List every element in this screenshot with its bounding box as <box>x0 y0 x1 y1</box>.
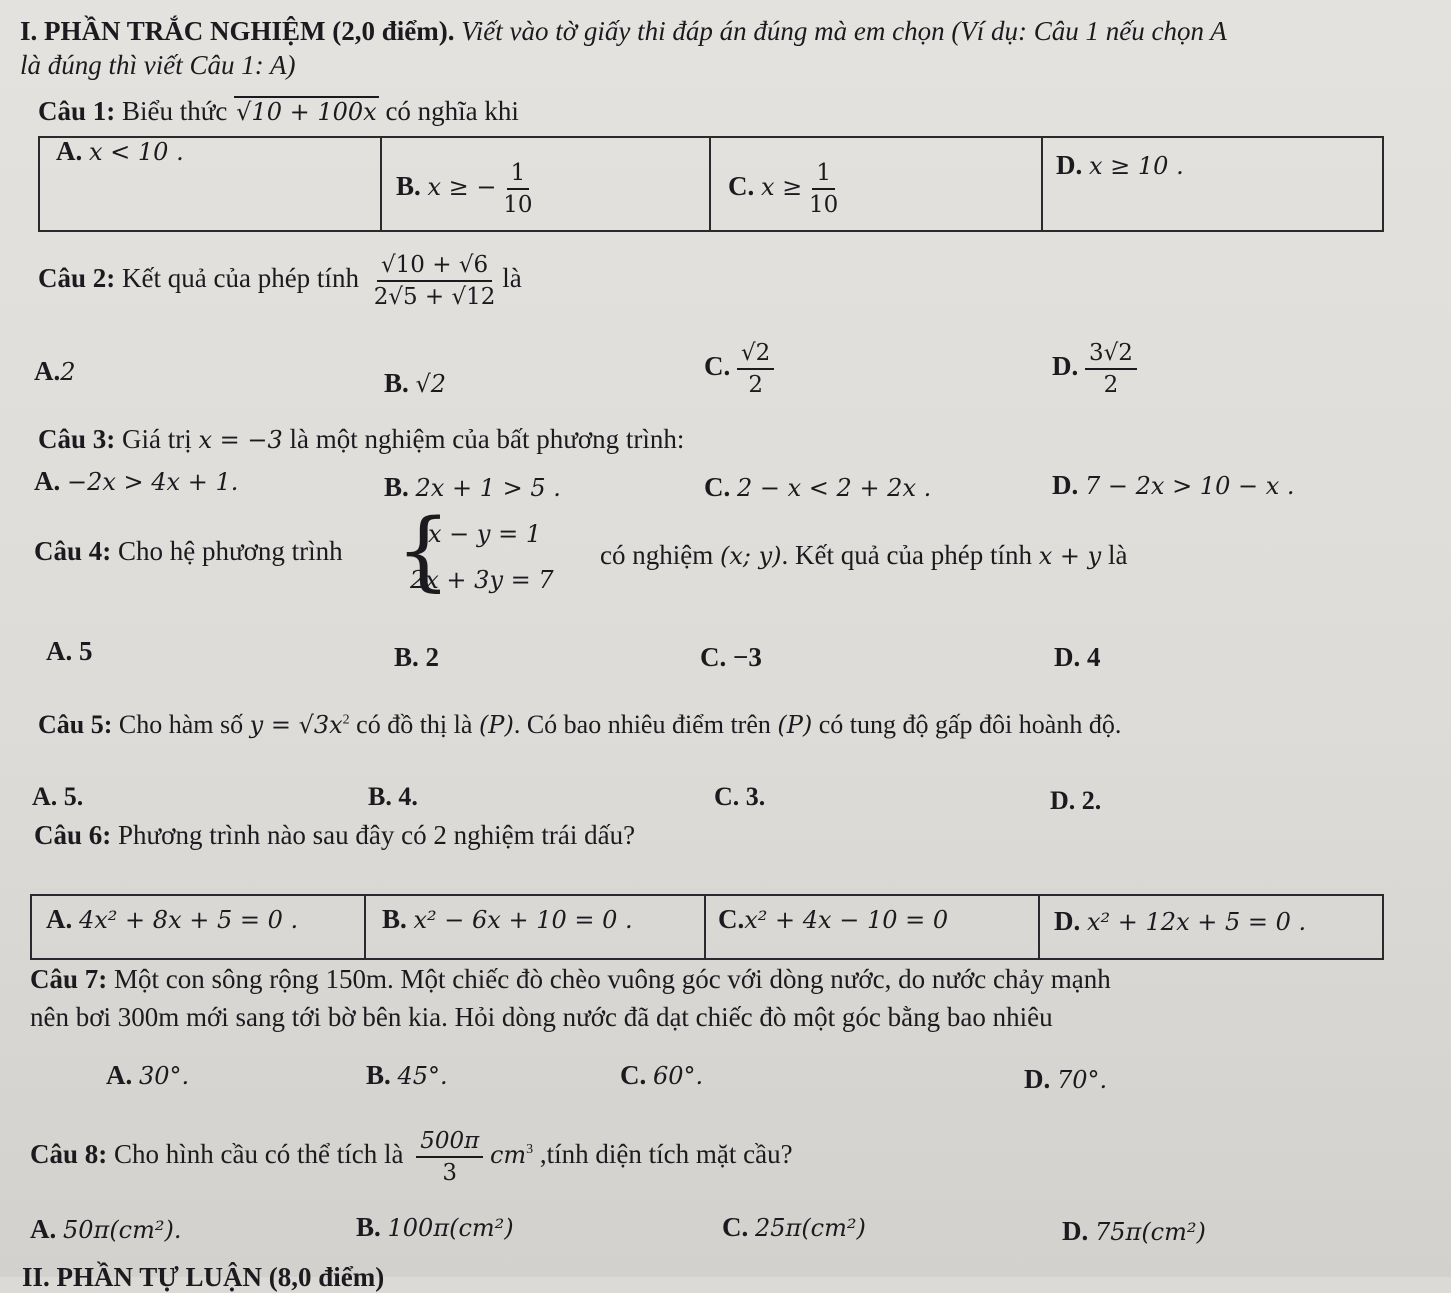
option-letter: D. <box>1062 1216 1089 1246</box>
question-6-option-d <box>1054 906 1306 937</box>
table-divider <box>1038 894 1040 958</box>
option-letter: B. <box>396 171 421 202</box>
option-letter: B. <box>356 1212 381 1242</box>
option-value: 70°. <box>1057 1066 1108 1094</box>
question-7-option-a <box>106 1060 189 1091</box>
question-4-solution: (x; y) <box>719 542 782 570</box>
question-8-option-b <box>356 1212 514 1243</box>
question-5-text-a: Cho hàm số <box>118 710 244 739</box>
option-letter: D. <box>1052 470 1079 500</box>
question-7-text-2: nên bơi 300m mới sang tới bờ bên kia. Hỏi dòng nước đã dạt chiếc đò một góc bằng bao nhiêu <box>30 1002 1053 1032</box>
question-7-option-c <box>620 1060 703 1091</box>
question-3-stem <box>38 424 684 455</box>
option-letter: C. <box>620 1060 647 1090</box>
question-5-expression: y = √3x <box>249 711 343 739</box>
question-1-text-a: Biểu thức <box>122 96 228 126</box>
question-5-option-b: B. 4. <box>368 782 418 811</box>
table-divider <box>1041 136 1043 232</box>
question-4-text-b: có nghiệm <box>600 540 714 570</box>
question-6-option-b <box>382 904 633 935</box>
option-value: 100π(cm²) <box>387 1214 514 1242</box>
option-letter: D. <box>1054 906 1081 936</box>
fraction-numerator: 3√2 <box>1085 340 1137 370</box>
fraction-denominator: 2√5 + √12 <box>373 284 496 310</box>
question-5-graph-name: (P) <box>777 711 813 739</box>
option-value: 7 − 2x > 10 − x . <box>1085 472 1295 500</box>
question-1-option-b <box>396 160 533 218</box>
option-value: 25π(cm²) <box>755 1214 866 1242</box>
question-3-option-a <box>34 466 238 497</box>
option-letter: B. <box>384 472 409 502</box>
system-equation-1: x − y = 1 <box>428 520 542 548</box>
question-1-option-d <box>1056 150 1184 181</box>
option-value: 50π(cm²). <box>63 1216 182 1244</box>
question-2-option-c <box>704 340 774 398</box>
question-1-label: Câu 1: <box>38 96 116 126</box>
question-6-option-c <box>718 904 948 935</box>
question-6-text: Phương trình nào sau đây có 2 nghiệm trái dấu? <box>118 820 636 850</box>
question-8-stem <box>30 1128 793 1186</box>
option-letter: A. <box>34 466 61 496</box>
question-5-option-d: D. 2. <box>1050 786 1102 815</box>
question-6-stem <box>34 820 635 851</box>
option-letter: C. <box>704 472 731 502</box>
option-letter: A. <box>106 1060 133 1090</box>
question-7-label: Câu 7: <box>30 964 108 994</box>
section-2-title: II. PHẦN TỰ LUẬN (8,0 điểm) <box>22 1262 385 1292</box>
question-7-option-b <box>366 1060 448 1091</box>
option-letter: A. <box>46 904 73 934</box>
section-1-title: I. PHẦN TRẮC NGHIỆM (2,0 điểm). <box>20 16 455 46</box>
question-5-stem: Câu 5: Cho hàm số $y = √3x^2$ có đồ thị là (P). Có bao nhiêu điểm trên (P) có tung độ gấp đôi hoành độ. <box>38 710 1122 739</box>
question-3-expression: x = −3 <box>198 426 283 454</box>
option-letter: A. <box>56 136 83 166</box>
option-value: x² + 4x − 10 = 0 <box>744 906 949 934</box>
question-4-option-d: D. 4 <box>1054 642 1101 672</box>
fraction-denominator: 2 <box>1103 372 1119 398</box>
option-value: 75π(cm²) <box>1095 1218 1206 1246</box>
question-3-text-b: là một nghiệm của bất phương trình: <box>289 424 685 454</box>
question-8-option-a <box>30 1214 182 1245</box>
question-1-stem <box>38 96 519 127</box>
question-3-option-b <box>384 472 561 503</box>
question-2-label: Câu 2: <box>38 263 116 294</box>
fraction-denominator: 10 <box>503 192 533 218</box>
question-7-option-d <box>1024 1064 1107 1095</box>
question-5-label: Câu 5: <box>38 710 113 739</box>
question-5-option-c: C. 3. <box>714 782 766 811</box>
option-value: −2x > 4x + 1. <box>67 468 239 496</box>
question-4-expression: x + y <box>1038 542 1102 570</box>
question-4-option-c: C. −3 <box>700 642 762 672</box>
question-1-option-a <box>56 136 184 167</box>
option-letter: B. <box>384 368 409 398</box>
option-letter: C. <box>722 1212 749 1242</box>
system-equation-2: 2x + 3y = 7 <box>410 566 554 594</box>
question-2-option-b <box>384 368 446 399</box>
question-2-option-a <box>34 356 76 387</box>
question-2-stem <box>38 252 522 310</box>
question-8-option-c <box>722 1212 866 1243</box>
option-letter: C. <box>704 351 731 382</box>
question-4-option-b: B. 2 <box>394 642 440 672</box>
question-5-text-d: có tung độ gấp đôi hoành độ. <box>818 710 1122 739</box>
question-6-label: Câu 6: <box>34 820 112 850</box>
option-value: x ≥ − <box>427 173 497 202</box>
question-8-option-d <box>1062 1216 1206 1247</box>
question-4-text-d: là <box>1107 540 1128 570</box>
table-divider <box>709 136 711 232</box>
question-4-stem-b <box>600 540 1127 571</box>
option-value: 30°. <box>139 1062 190 1090</box>
option-value: 2x + 1 > 5 . <box>415 474 561 502</box>
option-letter: D. <box>1052 351 1079 382</box>
option-letter: B. <box>382 904 407 934</box>
question-6-option-a <box>46 904 298 935</box>
option-letter: A. <box>34 356 61 386</box>
option-value: 60°. <box>653 1062 704 1090</box>
question-8-text-a: Cho hình cầu có thể tích là <box>114 1139 404 1170</box>
question-2-text: Kết quả của phép tính <box>122 263 359 294</box>
table-divider <box>364 894 366 958</box>
table-divider <box>704 894 706 958</box>
question-4-stem-a <box>34 536 343 567</box>
question-5-option-a: A. 5. <box>32 782 84 811</box>
option-letter: A. <box>30 1214 57 1244</box>
option-letter: B. <box>366 1060 391 1090</box>
question-4-text-a: Cho hệ phương trình <box>118 536 343 566</box>
option-value: 45°. <box>397 1062 448 1090</box>
fraction-denominator: 3 <box>442 1160 458 1186</box>
section-1-instruction-2: là đúng thì viết Câu 1: A) <box>20 50 296 80</box>
option-value: x < 10 . <box>89 138 184 166</box>
fraction-numerator: 1 <box>812 160 835 190</box>
question-7-text: Một con sông rộng 150m. Một chiếc đò chèo vuông góc với dòng nước, do nước chảy mạnh <box>114 964 1111 994</box>
question-8-label: Câu 8: <box>30 1139 108 1170</box>
option-value: x ≥ 10 . <box>1089 152 1184 180</box>
option-value: x² + 12x + 5 = 0 . <box>1087 908 1307 936</box>
question-2-text-b: là <box>502 263 522 294</box>
fraction-numerator: √2 <box>737 340 774 370</box>
option-value: 4x² + 8x + 5 = 0 . <box>79 906 299 934</box>
question-3-text-a: Giá trị <box>122 424 192 454</box>
fraction-numerator: 1 <box>507 160 530 190</box>
fraction-numerator: 500π <box>416 1128 483 1158</box>
option-value: √2 <box>415 370 447 398</box>
question-5-text-b: có đồ thị là <box>356 710 473 739</box>
option-value: x² − 6x + 10 = 0 . <box>413 906 633 934</box>
question-8-text-b: ,tính diện tích mặt cầu? <box>539 1139 793 1170</box>
option-value: 2 − x < 2 + 2x . <box>737 474 932 502</box>
question-4-option-a: A. 5 <box>46 636 93 666</box>
question-3-label: Câu 3: <box>38 424 116 454</box>
question-4-text-c: . Kết quả của phép tính <box>781 540 1032 570</box>
option-letter: D. <box>1024 1064 1051 1094</box>
option-letter: C. <box>718 904 745 934</box>
fraction-denominator: 2 <box>748 372 763 398</box>
question-5-graph-name: (P) <box>478 711 514 739</box>
unit-exponent: 3 <box>526 1142 534 1158</box>
section-1-instruction: Viết vào tờ giấy thi đáp án đúng mà em chọn (Ví dụ: Câu 1 nếu chọn A <box>461 16 1227 46</box>
option-value: 2 <box>60 358 76 386</box>
question-5-text-c: . Có bao nhiêu điểm trên <box>513 710 771 739</box>
question-7-stem <box>30 964 1111 995</box>
question-3-option-d <box>1052 470 1295 501</box>
question-1-text-b: có nghĩa khi <box>385 96 519 126</box>
option-letter: C. <box>728 171 755 202</box>
section-1-header <box>20 16 1227 47</box>
table-divider <box>380 136 382 232</box>
question-1-option-c <box>728 160 838 218</box>
question-2-option-d <box>1052 340 1137 398</box>
question-4-label: Câu 4: <box>34 536 112 566</box>
option-letter: D. <box>1056 150 1083 180</box>
question-3-option-c <box>704 472 931 503</box>
fraction-denominator: 10 <box>809 192 839 218</box>
fraction-numerator: √10 + √6 <box>377 252 492 282</box>
system-brace: { <box>396 501 451 601</box>
question-1-expression: √10 + 100x <box>236 98 377 126</box>
question-8-unit: cm <box>489 1141 527 1170</box>
option-value: x ≥ <box>761 173 803 202</box>
